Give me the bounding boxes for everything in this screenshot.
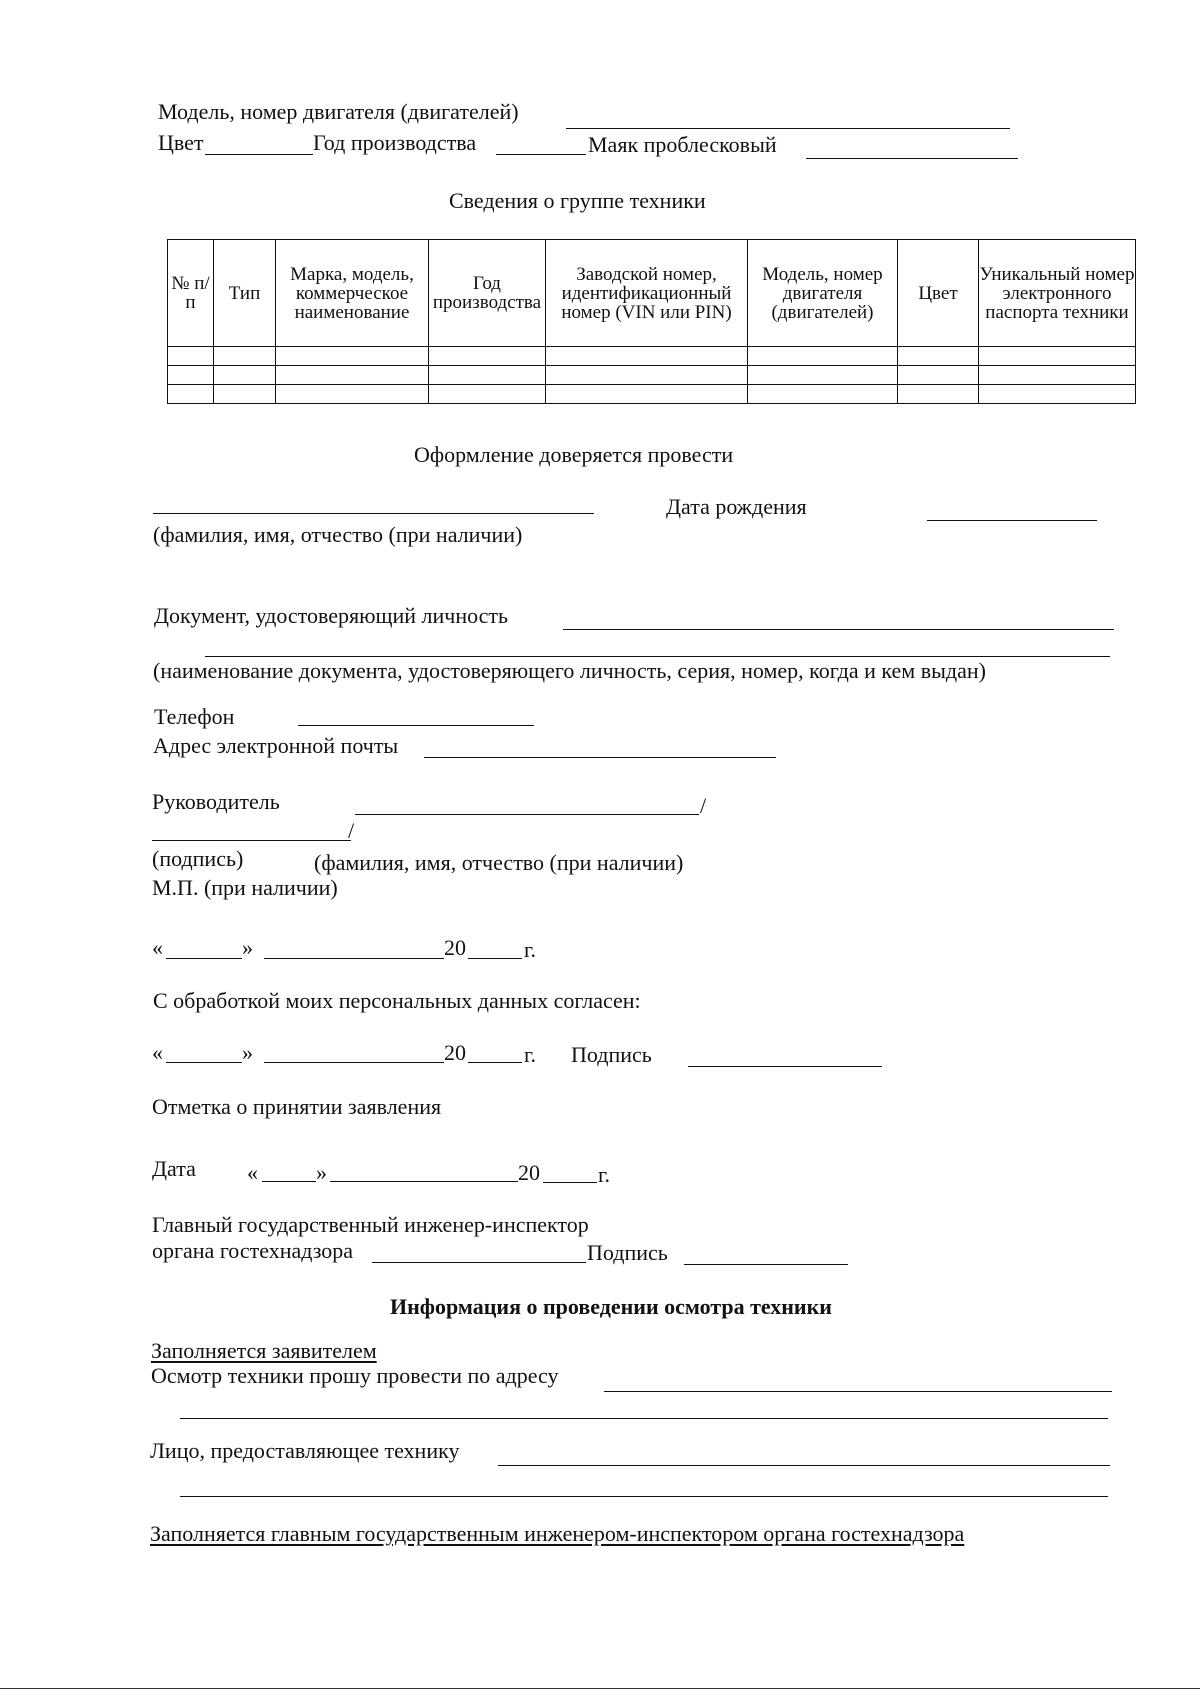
table-row — [168, 385, 1136, 404]
signature-caption: (подпись) — [152, 846, 244, 871]
table-cell[interactable] — [898, 347, 979, 366]
birth-date-field[interactable] — [927, 520, 1097, 521]
col-header: Заводской номер, идентификационный номер (VIN или PIN) — [546, 240, 748, 347]
color-field[interactable] — [205, 154, 313, 155]
address-field[interactable] — [604, 1391, 1112, 1392]
address-label: Осмотр техники прошу провести по адресу — [151, 1363, 559, 1388]
table-row — [168, 366, 1136, 385]
color-label: Цвет — [158, 130, 204, 155]
id-document-caption: (наименование документа, удостоверяющего личность, серия, номер, когда и кем выдан) — [153, 658, 986, 683]
table-cell[interactable] — [748, 385, 898, 404]
table-cell[interactable] — [429, 366, 546, 385]
table-cell[interactable] — [429, 347, 546, 366]
date-open-quote: « — [247, 1160, 258, 1185]
table-cell[interactable] — [546, 366, 748, 385]
person-field-line2[interactable] — [180, 1496, 1108, 1497]
date-close-quote: » — [316, 1160, 327, 1185]
applicant-fill-note: Заполняется заявителем — [151, 1338, 377, 1363]
id-document-label: Документ, удостоверяющий личность — [154, 603, 509, 628]
col-header: Тип — [214, 240, 276, 347]
consent-signature-field[interactable] — [688, 1066, 882, 1067]
slash-separator: / — [700, 793, 707, 818]
table-cell[interactable] — [898, 366, 979, 385]
beacon-field[interactable] — [806, 158, 1018, 159]
table-cell[interactable] — [168, 366, 214, 385]
beacon-label: Маяк проблесковый — [588, 132, 777, 157]
person-label: Лицо, предоставляющее технику — [150, 1438, 460, 1463]
fio-field[interactable] — [153, 513, 594, 514]
year-suffix: г. — [524, 1042, 537, 1067]
table-row — [168, 347, 1136, 366]
century-text: 20 — [444, 1040, 466, 1065]
acceptance-title: Отметка о принятии заявления — [152, 1094, 442, 1119]
phone-field[interactable] — [298, 725, 534, 726]
inspection-title: Информация о проведении осмотра техники — [390, 1294, 832, 1319]
date-open-quote: « — [152, 1040, 163, 1065]
id-document-field[interactable] — [563, 629, 1114, 630]
table-cell[interactable] — [214, 385, 276, 404]
email-label: Адрес электронной почты — [153, 733, 399, 758]
year-suffix: г. — [524, 937, 537, 962]
inspector-name-field[interactable] — [372, 1262, 586, 1263]
table-cell[interactable] — [276, 347, 429, 366]
group-section-title: Сведения о группе техники — [449, 188, 706, 213]
model-engine-label: Модель, номер двигателя (двигателей) — [158, 99, 519, 124]
birth-date-label: Дата рождения — [666, 494, 807, 519]
head-fio-caption: (фамилия, имя, отчество (при наличии) — [314, 850, 684, 875]
inspector-fill-note: Заполняется главным государственным инженером-инспектором органа гостехнадзора — [150, 1521, 965, 1546]
page-edge-line — [0, 1688, 1200, 1689]
address-field-line2[interactable] — [180, 1418, 1108, 1419]
year-field[interactable] — [543, 1182, 597, 1183]
table-cell[interactable] — [168, 347, 214, 366]
col-header: Год производства — [429, 240, 546, 347]
inspector-title-line2: органа гостехнадзора — [152, 1238, 354, 1263]
date-close-quote: » — [242, 1040, 253, 1065]
table-cell[interactable] — [214, 366, 276, 385]
consent-label: С обработкой моих персональных данных согласен: — [153, 988, 641, 1013]
table-cell[interactable] — [429, 385, 546, 404]
head-fio-field[interactable] — [152, 840, 351, 841]
group-table — [167, 239, 1136, 404]
consent-signature-label: Подпись — [571, 1042, 652, 1067]
day-field[interactable] — [262, 1181, 316, 1182]
col-header: Марка, модель, коммерческое наименование — [276, 240, 429, 347]
stamp-label: М.П. (при наличии) — [152, 875, 338, 900]
acceptance-date-label: Дата — [152, 1156, 196, 1181]
month-field[interactable] — [264, 1062, 444, 1063]
col-header: Цвет — [898, 240, 979, 347]
head-signature-field[interactable] — [355, 814, 699, 815]
table-cell[interactable] — [276, 366, 429, 385]
id-document-field-line2[interactable] — [205, 656, 1110, 657]
table-cell[interactable] — [276, 385, 429, 404]
year-field[interactable] — [496, 154, 586, 155]
table-cell[interactable] — [748, 366, 898, 385]
day-field[interactable] — [166, 958, 242, 959]
table-cell[interactable] — [546, 385, 748, 404]
month-field[interactable] — [264, 958, 444, 959]
century-text: 20 — [518, 1160, 540, 1185]
table-cell[interactable] — [546, 347, 748, 366]
table-cell[interactable] — [214, 347, 276, 366]
year-field[interactable] — [468, 958, 522, 959]
table-cell[interactable] — [168, 385, 214, 404]
table-cell[interactable] — [898, 385, 979, 404]
col-header: Модель, номер двигателя (двигателей) — [748, 240, 898, 347]
year-label: Год производства — [313, 130, 477, 155]
year-suffix: г. — [598, 1162, 611, 1187]
table-cell[interactable] — [979, 366, 1136, 385]
date-open-quote: « — [152, 935, 163, 960]
inspector-title-line1: Главный государственный инженер-инспектор — [152, 1212, 589, 1237]
person-field[interactable] — [498, 1465, 1110, 1466]
col-header: Уникальный номер электронного паспорта техники — [979, 240, 1136, 347]
century-text: 20 — [444, 935, 466, 960]
table-cell[interactable] — [979, 347, 1136, 366]
representative-title: Оформление доверяется провести — [414, 442, 734, 467]
head-label: Руководитель — [152, 789, 280, 814]
year-field[interactable] — [468, 1062, 522, 1063]
inspector-signature-label: Подпись — [587, 1240, 668, 1265]
day-field[interactable] — [166, 1062, 242, 1063]
month-field[interactable] — [330, 1181, 518, 1182]
fio-caption: (фамилия, имя, отчество (при наличии) — [153, 522, 523, 547]
slash-separator: / — [348, 818, 355, 843]
table-cell[interactable] — [979, 385, 1136, 404]
email-field[interactable] — [424, 757, 776, 758]
model-engine-field[interactable] — [566, 128, 1010, 129]
col-header: № п/п — [168, 240, 214, 347]
date-close-quote: » — [242, 935, 253, 960]
table-header-row — [168, 240, 1136, 347]
table-cell[interactable] — [748, 347, 898, 366]
inspector-signature-field[interactable] — [684, 1264, 848, 1265]
phone-label: Телефон — [154, 704, 235, 729]
